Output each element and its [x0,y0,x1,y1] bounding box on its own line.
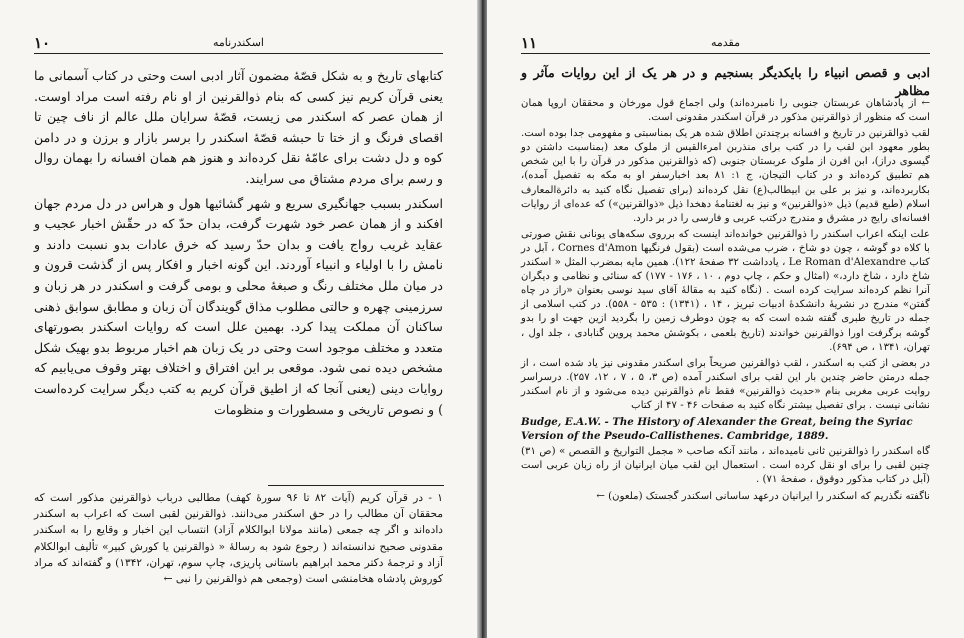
right-note-1: ← از پادشاهان عربستان جنوبی را نامبرده‌اند) ولی اجماع قول مورخان و محققان اروپا همان است که منظور از ذوالقرنین مذکور در قرآن اسکندر مقدونی است. [521,98,930,124]
right-note-2: لقب ذوالقرنین در تاریخ و افسانه برچندتن اطلاق شده هر یک بمناسبتی و مفهومی جدا بوده است. بطور معهود ابن لقب را در کتب برای منذربن امرءالقیس از ملوک معد (بمناسبت داشتن دو گیسوی دراز)، ابن افرن از ملوک عربستان جنوبی (که ذوالقرنین مذکور در قرآن را با این شخص هم تطبیق کرده‌اند و در کتاب التیجان، ج ۱: ۸۱ بعد اخبارسفر او به مکه به تفصیل آمده)، بکاربرده‌اند، و نیز بر علی بن ابیطالب(ع) نقل کرده‌اند (برای تفصیل نگاه کنید به دائرةالمعارف اسلام (طبع قدیم) ذیل «ذوالقرنین» و نیز به لغتنامهٔ دهخدا ذیل «ذوالقرنین») که عده‌ای از روایات افسانه‌ای رایج در مشرق و مندرج درکتب عربی و فارسی را در بر دارد. [521,128,931,224]
right-note-6: ناگفته نگذریم که اسکندر را ایرانیان درعهد ساسانی اسکندر گجستک (ملعون) ← [596,490,930,502]
right-header-rule [521,53,930,54]
left-paragraph-1: کتابهای تاریخ و به شکل قصّهٔ مضمون آثار ادبی است وحتی در کتاب آسمانی ما یعنی قرآن کریم نیز کسی که بنام ذوالقرنین از او نام رفته است مراد اوست. از همان عصر که اسکندر می زیست، قصّهٔ سرایان ملل عالم از ناف چین تا اقصای فرنگ و از ختا تا حبشه قصّهٔ اسکندر را برسر بازار و برزن و در دامن کوه و دل دشت برای عامّهٔ نقل کرده‌اند و هنوز هم همان افسانه را بهمان روال و رسم برای مردم مشتاق می سرایند. [34,68,443,186]
right-notes [521,97,930,506]
right-note-4: در بعضی از کتب به اسکندر ، لقب ذوالقرنین صریحاً برای اسکندر مقدونی نیز یاد شده است ، از جمله درمتن حاضر چندین بار این لقب برای اسکندر آمده (ص ۳، ۵ ، ۷ ، ۱۲، ۲۵۷). درسراسر روایت عربی مغربی بنام «حدیث ذوالقرنین» فقط نام ذوالقرنین دیده می‌شود و از نام اسکندر نشانی نیست . برای تفصیل بیشتر نگاه کنید به صفحات ۴۶ - ۴۷ از کتاب [521,357,931,411]
left-paragraph-2: اسکندر بسبب جهانگیری سریع و شهر گشائیها هول و هراس در دل مردم جهان افکند و از همان عصر خود شهرت گرفت، بدان حدّ که در حقّش اخبار عجیب و عقاید غریب رواج یافت و بدان حدّ رسید که خرق عادات بدو نسبت دادند و نامش را با اولیاء و انبیاء آوردند. این گونه اخبار و افکار پس از گذشت قرون و در میان ملل مختلف رنگ و صبغهٔ محلی و بومی گرفت و اسکندر در هر زبان و سرزمینی چهره و حالتی مطلوب مذاق گویندگان آن زبان و مطابق سوابق ذهنی ساکنان آن مملکت پیدا کرد. بهمین علل است که روایات اسکندر بصورتهای متعدد و مختلف موجود است وحتی در یک زبان هم اخبار مربوط بدو بهیک شکل مشخص دیده نمی شود. موقعی بر این افتراق و اختلاف بهتر وقوف می‌یابیم که روایات دینی (یعنی آنجا که از اطیق قرآن کریم به کتب دیگر سرایت کرده‌است ) و نصوص تاریخی و مسطورات و منظومات [34,195,443,417]
bibliography-entry: Budge, E.A.W. - The History of Alexander the Great, being the Syriac Version of the Pseudo-Callisthenes. Cambridge, 1889. [521,416,913,443]
left-footnote-rule [268,485,444,486]
left-running-title: اسکندرنامه [213,36,264,49]
left-header-rule [34,53,443,54]
left-page [0,0,477,638]
right-page-header [521,34,930,52]
book-gutter [477,0,487,638]
left-page-number: ۱۰ [34,34,51,52]
left-main-text [34,66,443,420]
right-note-3: علت اینکه اعراب اسکندر را ذوالقرنین خوانده‌اند اینست که برروی سکه‌های یونانی نقش صورتی با کلاه دو گوشه ، چون دو شاخ ، ضرب می‌شده است (بقول فرنگیها Cornes d'Amon ، آبل در کتاب Le Roman d'Alexandre ، یادداشت ۳۲ صفحهٔ ۱۲۲). همین مایه بمضرب المثل « اسکندر شاخ دارد ، شاخ دارد،» (امثال و حکم ، چاپ دوم ، ۱۰ ، ۱۷۶ - ۱۷۷) که سنائی و نظامی و دیگران آنرا نظم کرده‌اند سرایت کرده است . (نگاه کنید به مقالهٔ آقای سید نوسی بعنوان «راز در چاه گفتن» مندرج در نشریهٔ دانشکدهٔ ادبیات تبریز ، ۱۴ ، (۱۳۴۱) : ۵۳۵ - ۵۵۸). در کتب اسلامی از جمله در تاریخ طبری گفته شده است که به چون دوطرف زمین را بگردید ازین جهت او را بدو گوشه برگرفت اورا ذوالقرنین خواندند (تاریخ بلعمی ، بکوشش محمد پروین گنابادی ، جلد اول ، تهران، ۱۳۴۱ ، ص ۶۹۴). [521,228,931,353]
right-running-title: مقدمه [710,36,741,49]
right-continued-line: ادبی و قصص انبیاء را بایکدیگر بسنجیم و در هر یک از این روایات مآثر و مظاهر [521,65,930,98]
right-page [487,0,964,638]
left-page-header [34,34,443,52]
right-note-5: گاه اسکندر را ذوالقرنین ثانی نامیده‌اند ، مانند آنکه صاحب « مجمل التواریخ و القصص » (ص ۳۱) چنین لقبی را برای او نقل کرده است . استعمال این لقب میان ایرانیان از راه زبان عربی است (آبل در کتاب مذکور دوقوق ، صفحهٔ ۷۱) . [521,446,930,486]
left-footnote: ۱ - در قرآن کریم (آیات ۸۲ تا ۹۶ سورهٔ کهف) مطالبی درباب ذوالقرنین مذکور است که محققان آن مطالب را در حق اسکندر می‌دانند. ذوالقرنین لقبی است که اعراب به اسکندر داده‌اند و اگر چه جمعی (مانند مولانا ابوالکلام آزاد) انتساب این اخبار و وقایع را به اسکندر مقدونی صحیح ندانسته‌اند ( رجوع شود به رسالهٔ « ذوالقرنین یا کورش کبیر» تألیف ابوالکلام آزاد و ترجمهٔ دکتر محمد ابراهیم باستانی پاریزی، چاپ سوم، تهران، ۱۳۴۲) و گفته‌اند که مراد کوروش پادشاه هخامنشی است (وجمعی هم ذوالقرنین را نبی ← [34,492,443,586]
right-page-number: ۱۱ [521,34,538,52]
